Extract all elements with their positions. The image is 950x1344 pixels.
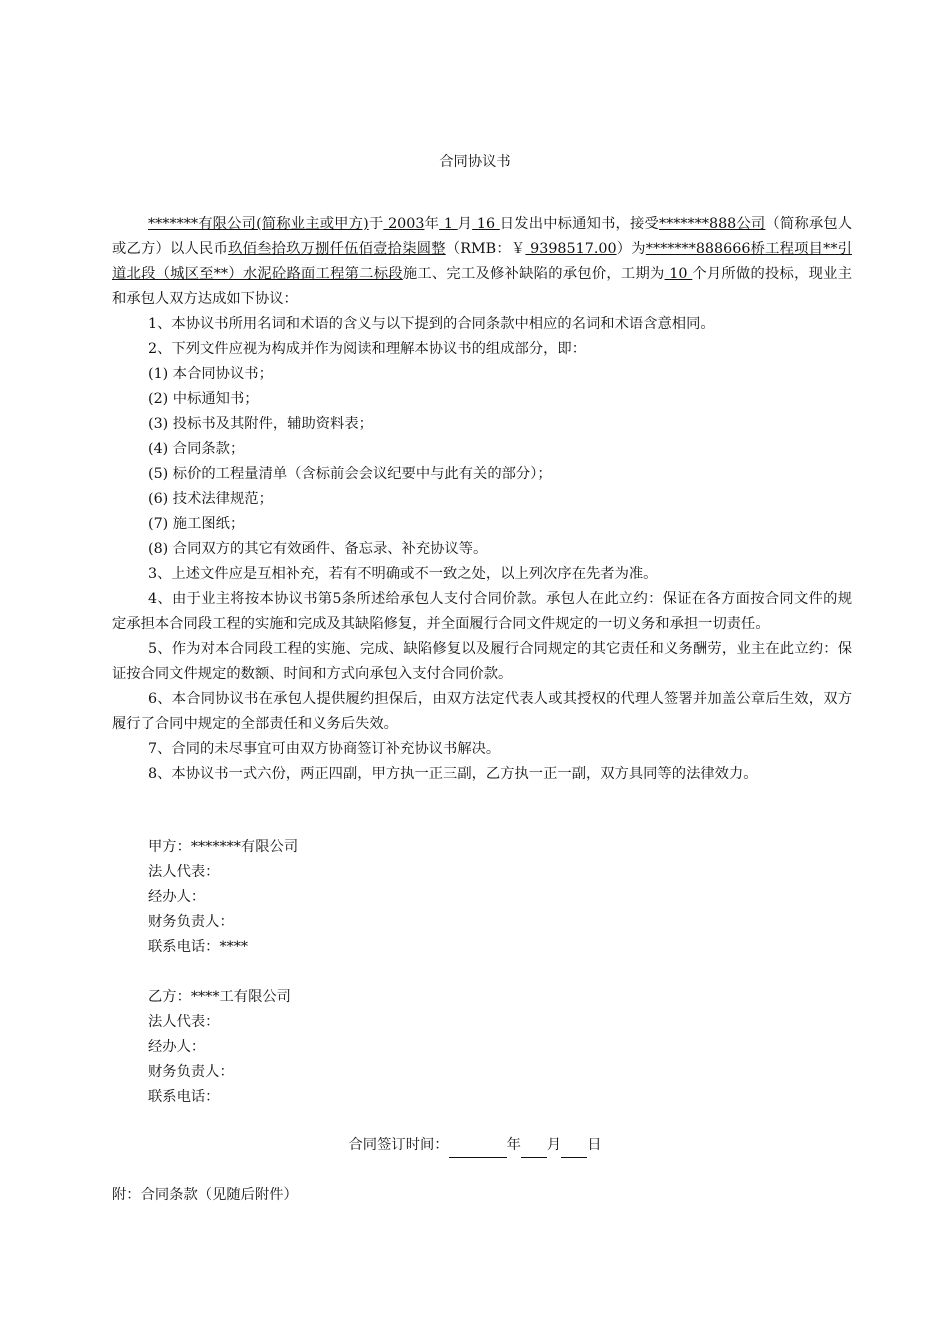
intro-text: （简称承包人或乙方）以人民币 — [112, 216, 853, 257]
project-name: *******888666桥工程项目**引道北段（城区至**）水泥砼路面工程第二标段 — [112, 241, 852, 282]
signing-year-blank — [449, 1139, 507, 1158]
party-a-finance: 财务负责人： — [148, 914, 234, 930]
intro-text: 于 — [368, 216, 384, 232]
clause-3: 3、上述文件应是互相补充，若有不明确或不一致之处，以上列次序在先者为准。 — [148, 566, 658, 582]
party-b-rep: 法人代表： — [148, 1014, 220, 1030]
award-day: 16 — [472, 216, 500, 232]
intro-text: 日发出中标通知书，接受 — [499, 216, 659, 232]
party-b-block — [148, 985, 291, 1110]
doc-list-item: (6) 技术法律规范； — [148, 491, 273, 507]
party-a-phone: 联系电话：**** — [148, 939, 249, 955]
signing-day-label: 日 — [587, 1137, 602, 1153]
document-title: 合同协议书 — [439, 154, 511, 170]
signing-date-line — [0, 1133, 950, 1158]
clause-4: 4、由于业主将按本协议书第5条所述给承包人支付合同价款。承包人在此立约：保证在各方面按合同文件的规定承担本合同段工程的实施和完成及其缺陷修复，并全面履行合同文件规定的一切义务和承担一切责任。 — [112, 591, 852, 632]
amount-numeric: 9398517.00 — [525, 241, 617, 257]
doc-list-item: (3) 投标书及其附件，辅助资料表； — [148, 416, 373, 432]
doc-list-item: (7) 施工图纸； — [148, 516, 245, 532]
signing-year-label: 年 — [506, 1137, 521, 1153]
owner-name: *******有限公司(简称业主或甲方) — [148, 216, 369, 232]
contractor-name: *******888公司 — [658, 216, 766, 232]
doc-list-item: (2) 中标通知书； — [148, 391, 259, 407]
signing-label: 合同签订时间： — [348, 1137, 449, 1153]
clause-7: 7、合同的未尽事宜可由双方协商签订补充协议书解决。 — [148, 741, 501, 757]
clause-8: 8、本协议书一式六份，两正四副，甲方执一正三副，乙方执一正一副，双方具同等的法律效力。 — [148, 766, 758, 782]
award-year: 2003 — [383, 216, 425, 232]
contract-body — [112, 212, 852, 787]
intro-text: 个月所做的投标，现业主和承包人双方达成如下协议： — [112, 266, 853, 307]
duration-months: 10 — [664, 266, 693, 282]
party-b-agent: 经办人： — [148, 1039, 206, 1055]
intro-text: ）为 — [616, 241, 646, 257]
doc-list-item: (4) 合同条款； — [148, 441, 245, 457]
party-a-rep: 法人代表： — [148, 864, 220, 880]
doc-list-item: (5) 标价的工程量清单（含标前会会议纪要中与此有关的部分）； — [148, 466, 552, 482]
intro-text: 月 — [457, 216, 473, 232]
doc-list-item: (1) 本合同协议书； — [148, 366, 273, 382]
intro-text: 施工、完工及修补缺陷的承包价，工期为 — [402, 266, 665, 282]
intro-text: （RMB：￥ — [445, 241, 526, 257]
party-b-phone: 联系电话： — [148, 1089, 220, 1105]
party-a-agent: 经办人： — [148, 889, 206, 905]
party-b-name: 乙方：****工有限公司 — [148, 989, 291, 1005]
party-a-block — [148, 835, 298, 960]
clause-1: 1、本协议书所用名词和术语的含义与以下提到的合同条款中相应的名词和术语含意相同。 — [148, 316, 715, 332]
signing-month-label: 月 — [546, 1137, 562, 1153]
intro-paragraph — [112, 212, 852, 312]
intro-text: 年 — [424, 216, 440, 232]
doc-list-item: (8) 合同双方的其它有效函件、备忘录、补充协议等。 — [148, 541, 488, 557]
party-a-name: 甲方：*******有限公司 — [148, 839, 299, 855]
award-month: 1 — [439, 216, 458, 232]
amount-chinese: 玖佰叁拾玖万捌仟伍佰壹拾柒圆整 — [228, 241, 446, 257]
clause-2: 2、下列文件应视为构成并作为阅读和理解本协议书的组成部分，即： — [148, 341, 586, 357]
signing-day-blank — [561, 1139, 587, 1158]
signing-month-blank — [521, 1139, 547, 1158]
clause-6: 6、本合同协议书在承包人提供履约担保后，由双方法定代表人或其授权的代理人签署并加盖公章后生效，双方履行了合同中规定的全部责任和义务后失效。 — [112, 691, 852, 732]
attachment-note: 附：合同条款（见随后附件） — [112, 1187, 298, 1203]
clause-5: 5、作为对本合同段工程的实施、完成、缺陷修复以及履行合同规定的其它责任和义务酬劳，业主在此立约：保证按合同文件规定的数额、时间和方式向承包入支付合同价款。 — [112, 641, 852, 682]
party-b-finance: 财务负责人： — [148, 1064, 234, 1080]
